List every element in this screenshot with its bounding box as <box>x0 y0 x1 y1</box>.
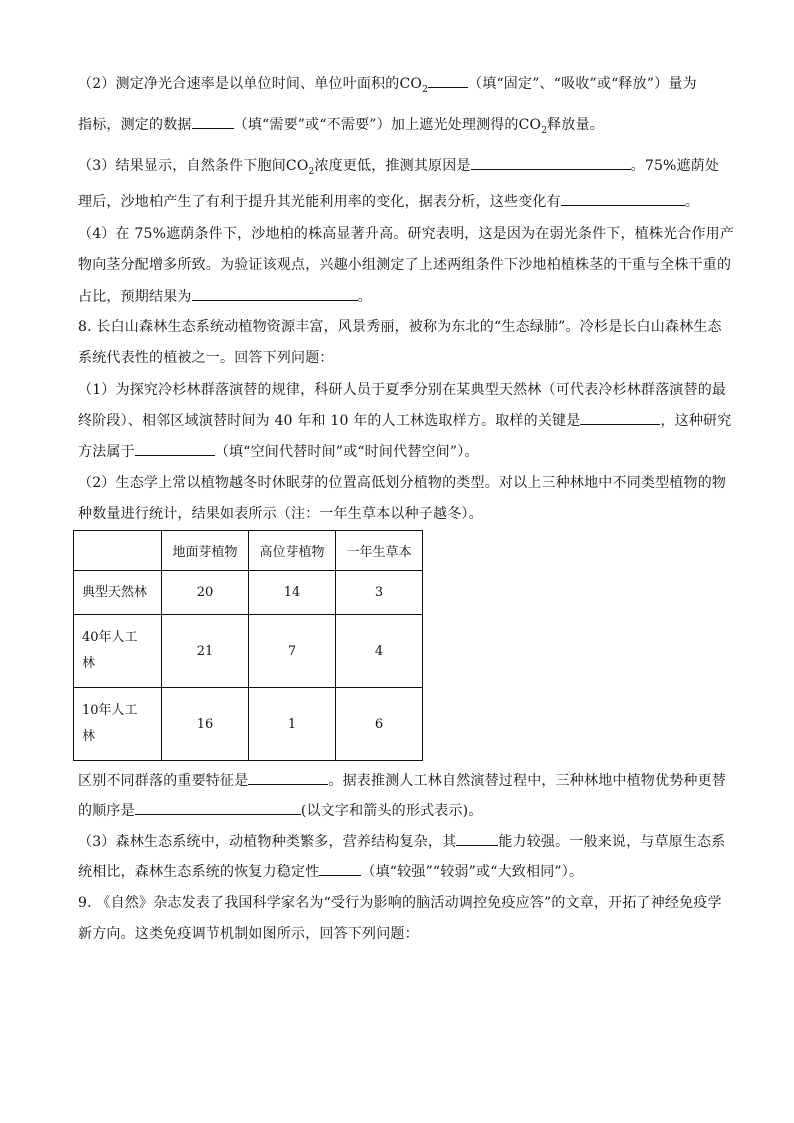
q8-after-table-line1: 区别不同群落的重要特征是 。据表推测人工林自然演替过程中，三种林地中植物优势种更替 <box>78 770 726 791</box>
table-cell: 4 <box>336 615 423 688</box>
answer-blank[interactable] <box>580 410 660 425</box>
table-cell: 1 <box>249 688 336 761</box>
table-row <box>74 688 423 761</box>
table-cell: 21 <box>162 615 249 688</box>
table-header-cell: 一年生草本 <box>336 531 423 571</box>
q8-after-table-line2: 的顺序是 (以文字和箭头的形式表示)。 <box>78 800 483 821</box>
table-row <box>74 615 423 688</box>
q7-2-line1: （2）测定净光合速率是以单位时间、单位叶面积的$CO_2$ （填“固定”、“吸收”或“释放”）量为 <box>78 73 697 100</box>
q7-4-line2: 物向茎分配增多所致。为验证该观点，兴趣小组测定了上述两组条件下沙地柏植株茎的干重与全株干重的 <box>78 257 732 273</box>
table-cell: 16 <box>162 688 249 761</box>
table-header-cell: 地面芽植物 <box>162 531 249 571</box>
q8-2-line2: 种数量进行统计，结果如表所示（注：一年生草本以种子越冬）。 <box>78 506 483 522</box>
answer-blank[interactable] <box>135 441 215 456</box>
table-row <box>74 571 423 615</box>
table-header-cell <box>74 531 162 571</box>
table-header-cell: 高位芽植物 <box>249 531 336 571</box>
q7-3-line1: （3）结果显示，自然条件下胞间$CO_2$浓度更低，推测其原因是 。75%遮荫处 <box>78 155 719 182</box>
answer-blank[interactable] <box>248 770 328 785</box>
table-cell: 6 <box>336 688 423 761</box>
q8-1-line3: 方法属于 （填“空间代替时间”或“时间代替空间”）。 <box>78 441 479 462</box>
answer-blank[interactable] <box>192 286 358 301</box>
table-cell: 14 <box>249 571 336 615</box>
q8-3-line1: （3）森林生态系统中，动植物种类繁多，营养结构复杂，其 能力较强。一般来说，与草原生态系 <box>78 831 726 852</box>
q8-3-line2: 统相比，森林生态系统的恢复力稳定性 （填“较强”“较弱”或“大致相同”）。 <box>78 861 583 882</box>
q8-2-line1: （2）生态学上常以植物越冬时休眠芽的位置高低划分植物的类型。对以上三种林地中不同类型植物的物 <box>78 475 727 491</box>
table-cell: 3 <box>336 571 423 615</box>
q8-1-line1: （1）为探究冷杉林群落演替的规律，科研人员于夏季分别在某典型天然林（可代表冷杉林群落演替的最 <box>78 382 727 398</box>
q8-stem-line1: 8. 长白山森林生态系统动植物资源丰富，风景秀丽，被称为东北的“生态绿肺”。冷杉是长白山森林生态 <box>78 319 722 335</box>
q7-4-line1: （4）在 75%遮荫条件下，沙地柏的株高显著升高。研究表明，这是因为在弱光条件下，植株光合作用产 <box>78 226 735 242</box>
q9-stem-line2: 新方向。这类免疫调节机制如图所示，回答下列问题： <box>78 926 419 942</box>
q7-4-line3: 占比，预期结果为 。 <box>78 286 372 307</box>
q8-stem-line2: 系统代表性的植被之一。回答下列问题： <box>78 350 334 366</box>
answer-blank[interactable] <box>319 861 361 876</box>
answer-blank[interactable] <box>471 155 631 170</box>
row-label: 40年人工林 <box>74 615 162 688</box>
answer-blank[interactable] <box>192 114 234 129</box>
row-label: 典型天然林 <box>74 571 162 615</box>
answer-blank[interactable] <box>456 831 498 846</box>
q7-3-line2: 理后，沙地柏产生了有利于提升其光能利用率的变化，据表分析，这些变化有 。 <box>78 191 699 212</box>
table-cell: 20 <box>162 571 249 615</box>
plant-species-table <box>73 530 423 761</box>
table-header-row <box>74 531 423 571</box>
answer-blank[interactable] <box>561 191 685 206</box>
table-cell: 7 <box>249 615 336 688</box>
answer-blank[interactable] <box>135 800 301 815</box>
answer-blank[interactable] <box>428 73 468 88</box>
q8-1-line2: 终阶段）、相邻区域演替时间为 40 年和 10 年的人工林选取样方。取样的关键是 ，这种研究 <box>78 410 731 431</box>
q9-stem-line1: 9. 《自然》杂志发表了我国科学家名为“受行为影响的脑活动调控免疫应答”的文章，开拓了神经免疫学 <box>78 895 722 911</box>
q7-2-line2: 指标，测定的数据 （填“需要”或“不需要”）加上遮光处理测得的$CO_2$释放量。 <box>78 114 604 141</box>
row-label: 10年人工林 <box>74 688 162 761</box>
